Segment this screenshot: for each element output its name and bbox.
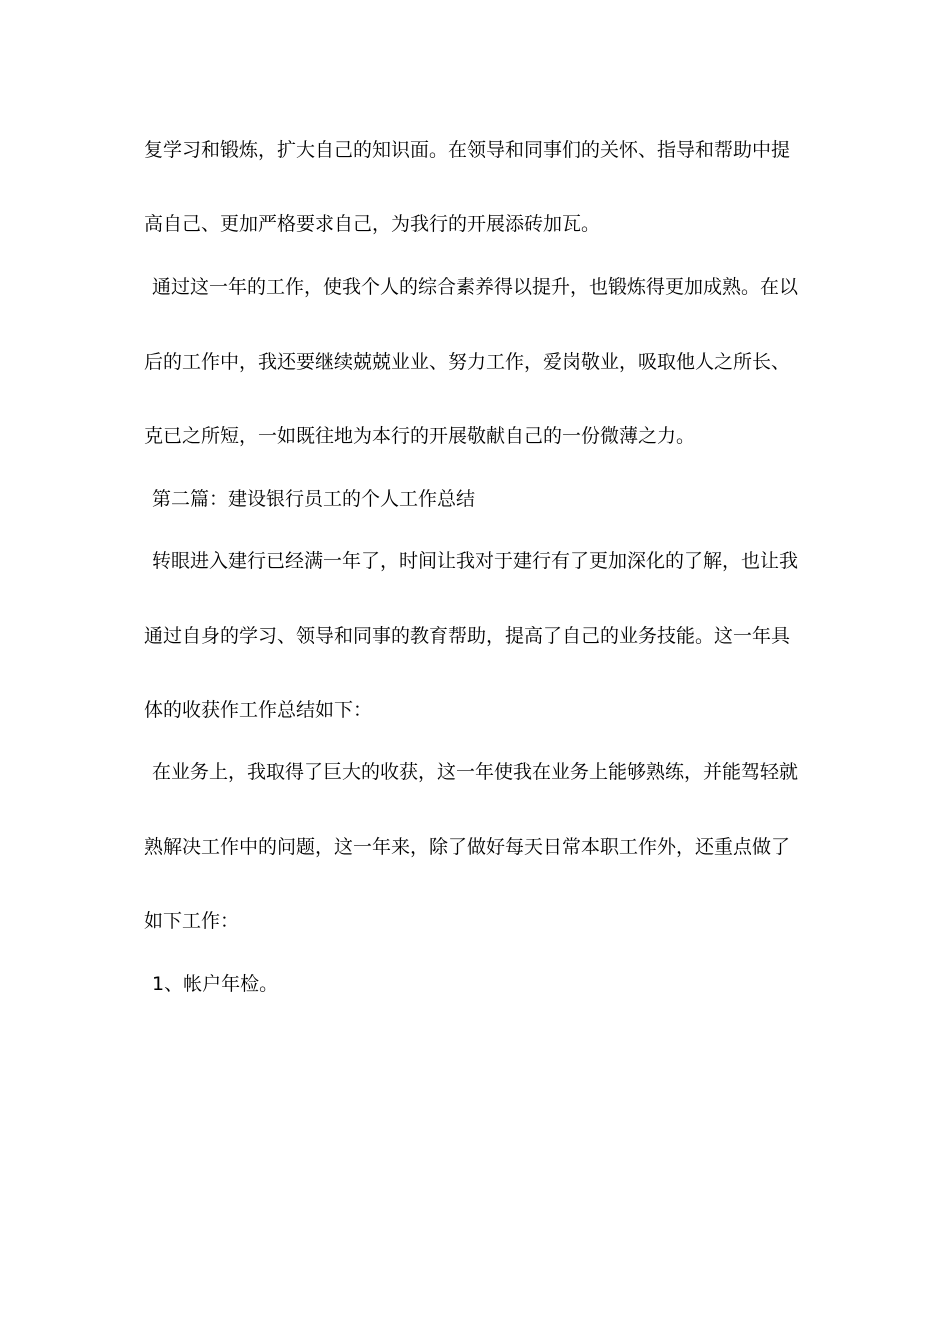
paragraph-line: 如下工作： <box>144 910 240 932</box>
paragraph-line: 在业务上，我取得了巨大的收获，这一年使我在业务上能够熟练，并能驾轻就 <box>152 761 799 783</box>
paragraph-line: 转眼进入建行已经满一年了，时间让我对于建行有了更加深化的了解，也让我 <box>152 550 799 572</box>
paragraph-line: 克已之所短，一如既往地为本行的开展敬献自己的一份微薄之力。 <box>144 425 696 447</box>
paragraph-line: 高自己、更加严格要求自己，为我行的开展添砖加瓦。 <box>144 213 601 235</box>
paragraph-line: 通过自身的学习、领导和同事的教育帮助，提高了自己的业务技能。这一年具 <box>144 625 791 647</box>
paragraph-line: 复学习和锻炼，扩大自己的知识面。在领导和同事们的关怀、指导和帮助中提 <box>144 139 791 161</box>
paragraph-line: 体的收获作工作总结如下： <box>144 699 373 721</box>
list-item: 1、帐户年检。 <box>152 973 279 995</box>
paragraph-line: 后的工作中，我还要继续兢兢业业、努力工作，爱岗敬业，吸取他人之所长、 <box>144 351 791 373</box>
paragraph-line: 熟解决工作中的问题，这一年来，除了做好每天日常本职工作外，还重点做了 <box>144 836 791 858</box>
paragraph-line: 通过这一年的工作，使我个人的综合素养得以提升，也锻炼得更加成熟。在以 <box>152 276 799 298</box>
section-heading: 第二篇：建设银行员工的个人工作总结 <box>152 488 476 510</box>
